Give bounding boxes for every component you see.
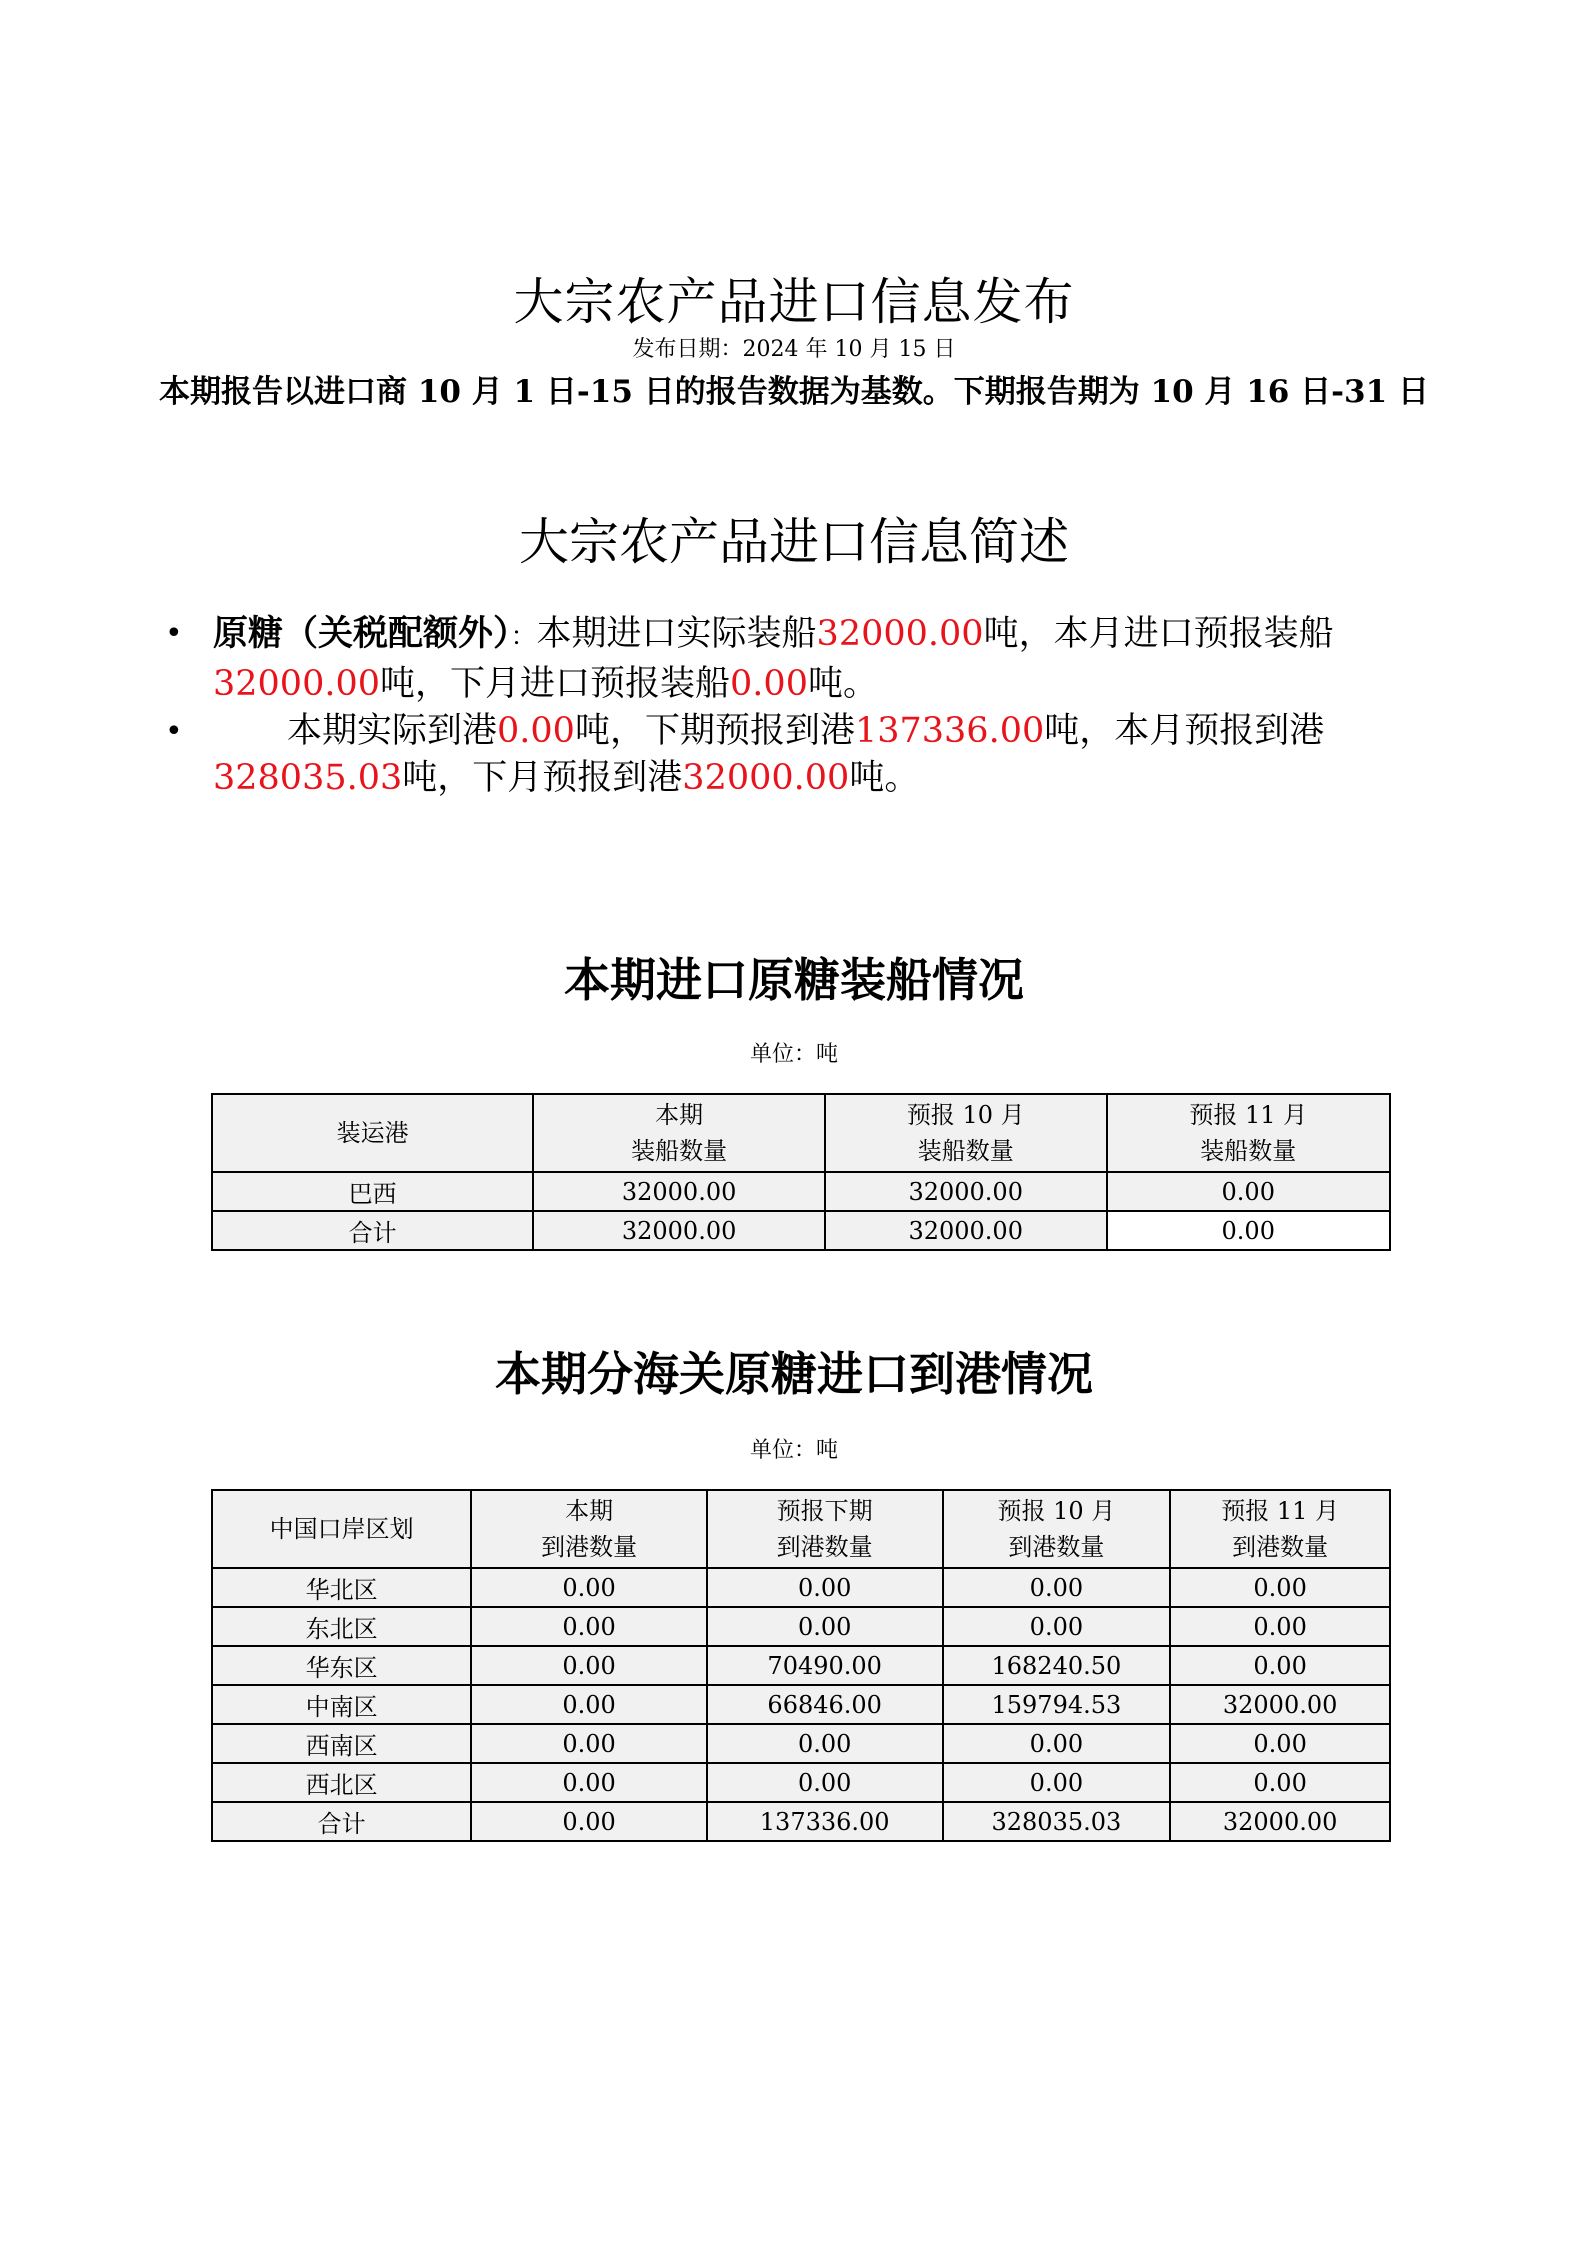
table-cell: 32000.00: [533, 1172, 825, 1211]
month-forecast-arrival-value: 328035.03: [213, 758, 403, 798]
header-line: 装船数量: [1200, 1137, 1297, 1165]
actual-arrival-value: 0.00: [497, 711, 575, 751]
arrival-table: [211, 1489, 1391, 1842]
header-line: 预报 11 月: [1221, 1497, 1340, 1525]
table-row: [212, 1172, 1390, 1211]
publish-date: 发布日期：2024 年 10 月 15 日: [632, 337, 956, 362]
header-line: 到港数量: [1232, 1533, 1329, 1561]
table-row: [212, 1763, 1390, 1802]
summary-text: 吨，本月进口预报装船: [983, 614, 1334, 654]
table-cell: 32000.00: [825, 1211, 1107, 1250]
header-cell: [825, 1094, 1107, 1172]
header-cell: [1170, 1490, 1390, 1568]
table-cell: 华北区: [212, 1568, 471, 1607]
table-cell: 0.00: [471, 1763, 706, 1802]
table-cell: 0.00: [1170, 1724, 1390, 1763]
header-line: 到港数量: [541, 1533, 638, 1561]
table-cell: 137336.00: [707, 1802, 943, 1841]
table-cell: 0.00: [1170, 1568, 1390, 1607]
arrival-table-unit: 单位：吨: [749, 1438, 838, 1463]
table-cell: 0.00: [471, 1607, 706, 1646]
table-cell: 0.00: [1170, 1607, 1390, 1646]
table-cell: 0.00: [471, 1802, 706, 1841]
table-cell: 70490.00: [707, 1646, 943, 1685]
table-row: [212, 1568, 1390, 1607]
header-line: 预报下期: [776, 1497, 873, 1525]
next-period-arrival-value: 137336.00: [854, 711, 1045, 751]
table-row: [212, 1724, 1390, 1763]
table-cell: 合计: [212, 1802, 471, 1841]
summary-text: 吨，下月预报到港: [402, 758, 683, 798]
bullet-icon: •: [165, 714, 183, 749]
shipping-table: [211, 1093, 1391, 1251]
summary-text: 吨，下月进口预报装船: [380, 664, 731, 704]
table-cell: 168240.50: [943, 1646, 1171, 1685]
colon: ：: [510, 622, 537, 652]
table-cell: 0.00: [471, 1646, 706, 1685]
shipping-table-title: 本期进口原糖装船情况: [564, 953, 1024, 1007]
page-title: 大宗农产品进口信息发布: [513, 273, 1075, 331]
table-cell: 0.00: [1107, 1172, 1390, 1211]
table-cell: 巴西: [212, 1172, 533, 1211]
actual-shipment-value: 32000.00: [816, 614, 984, 654]
table-cell: 0.00: [707, 1607, 943, 1646]
summary-item-shipping: [165, 610, 1415, 708]
shipping-table-unit: 单位：吨: [749, 1042, 838, 1067]
table-cell: 66846.00: [707, 1685, 943, 1724]
table-cell: 32000.00: [1170, 1802, 1390, 1841]
table-header-row: [212, 1094, 1390, 1172]
table-cell: 32000.00: [825, 1172, 1107, 1211]
summary-text: 本期进口实际装船: [536, 614, 817, 654]
product-name: 原糖（关税配额外）: [213, 613, 511, 654]
table-row-total: [212, 1802, 1390, 1841]
header-cell: [471, 1490, 706, 1568]
header-line: 本期: [655, 1101, 704, 1129]
summary-text: 吨。: [849, 758, 920, 798]
table-cell: 328035.03: [943, 1802, 1171, 1841]
table-cell: 32000.00: [1170, 1685, 1390, 1724]
table-cell: 西南区: [212, 1724, 471, 1763]
table-row: [212, 1646, 1390, 1685]
header-line: 本期: [565, 1497, 614, 1525]
table-cell: 0.00: [707, 1763, 943, 1802]
summary-text: 吨，本月预报到港: [1044, 711, 1325, 751]
summary-text: 吨。: [807, 664, 878, 704]
table-cell: 0.00: [1107, 1211, 1390, 1250]
table-cell: 合计: [212, 1211, 533, 1250]
header-line: 到港数量: [1008, 1533, 1105, 1561]
next-month-forecast-arrival-value: 32000.00: [682, 758, 850, 798]
header-line: 预报 11 月: [1189, 1101, 1308, 1129]
table-cell: 0.00: [471, 1568, 706, 1607]
header-cell: [707, 1490, 943, 1568]
header-line: 到港数量: [776, 1533, 873, 1561]
header-cell: [533, 1094, 825, 1172]
table-row: [212, 1685, 1390, 1724]
table-cell: 0.00: [943, 1763, 1171, 1802]
header-line: 预报 10 月: [906, 1101, 1025, 1129]
table-header-row: [212, 1490, 1390, 1568]
table-cell: 0.00: [1170, 1646, 1390, 1685]
table-cell: 0.00: [707, 1724, 943, 1763]
table-cell: 0.00: [1170, 1763, 1390, 1802]
table-cell: 159794.53: [943, 1685, 1171, 1724]
table-cell: 32000.00: [533, 1211, 825, 1250]
table-cell: 中南区: [212, 1685, 471, 1724]
header-cell: [212, 1490, 471, 1568]
table-cell: 0.00: [707, 1568, 943, 1607]
header-line: 装船数量: [917, 1137, 1014, 1165]
header-cell: [1107, 1094, 1390, 1172]
table-cell: 0.00: [943, 1607, 1171, 1646]
table-cell: 西北区: [212, 1763, 471, 1802]
month-forecast-shipment-value: 32000.00: [213, 664, 381, 704]
summary-list: [165, 610, 1415, 802]
table-row-total: [212, 1211, 1390, 1250]
table-cell: 0.00: [471, 1724, 706, 1763]
summary-text: 吨，下期预报到港: [574, 711, 855, 751]
next-month-forecast-shipment-value: 0.00: [730, 664, 808, 704]
table-cell: 华东区: [212, 1646, 471, 1685]
header-line: 装船数量: [631, 1137, 728, 1165]
bullet-icon: •: [165, 616, 183, 651]
arrival-table-title: 本期分海关原糖进口到港情况: [495, 1347, 1093, 1401]
header-line: 预报 10 月: [997, 1497, 1116, 1525]
summary-text: 本期实际到港: [287, 711, 498, 751]
header-line: 装运港: [336, 1119, 409, 1147]
header-cell: [212, 1094, 533, 1172]
table-row: [212, 1607, 1390, 1646]
header-line: 中国口岸区划: [269, 1515, 414, 1543]
table-cell: 0.00: [943, 1724, 1171, 1763]
table-cell: 0.00: [471, 1685, 706, 1724]
summary-item-arrival: [165, 708, 1415, 802]
table-cell: 东北区: [212, 1607, 471, 1646]
header-cell: [943, 1490, 1171, 1568]
summary-title: 大宗农产品进口信息简述: [519, 513, 1069, 571]
table-cell: 0.00: [943, 1568, 1171, 1607]
period-note: 本期报告以进口商 10 月 1 日-15 日的报告数据为基数。下期报告期为 10 月 16 日-31 日: [159, 374, 1429, 410]
